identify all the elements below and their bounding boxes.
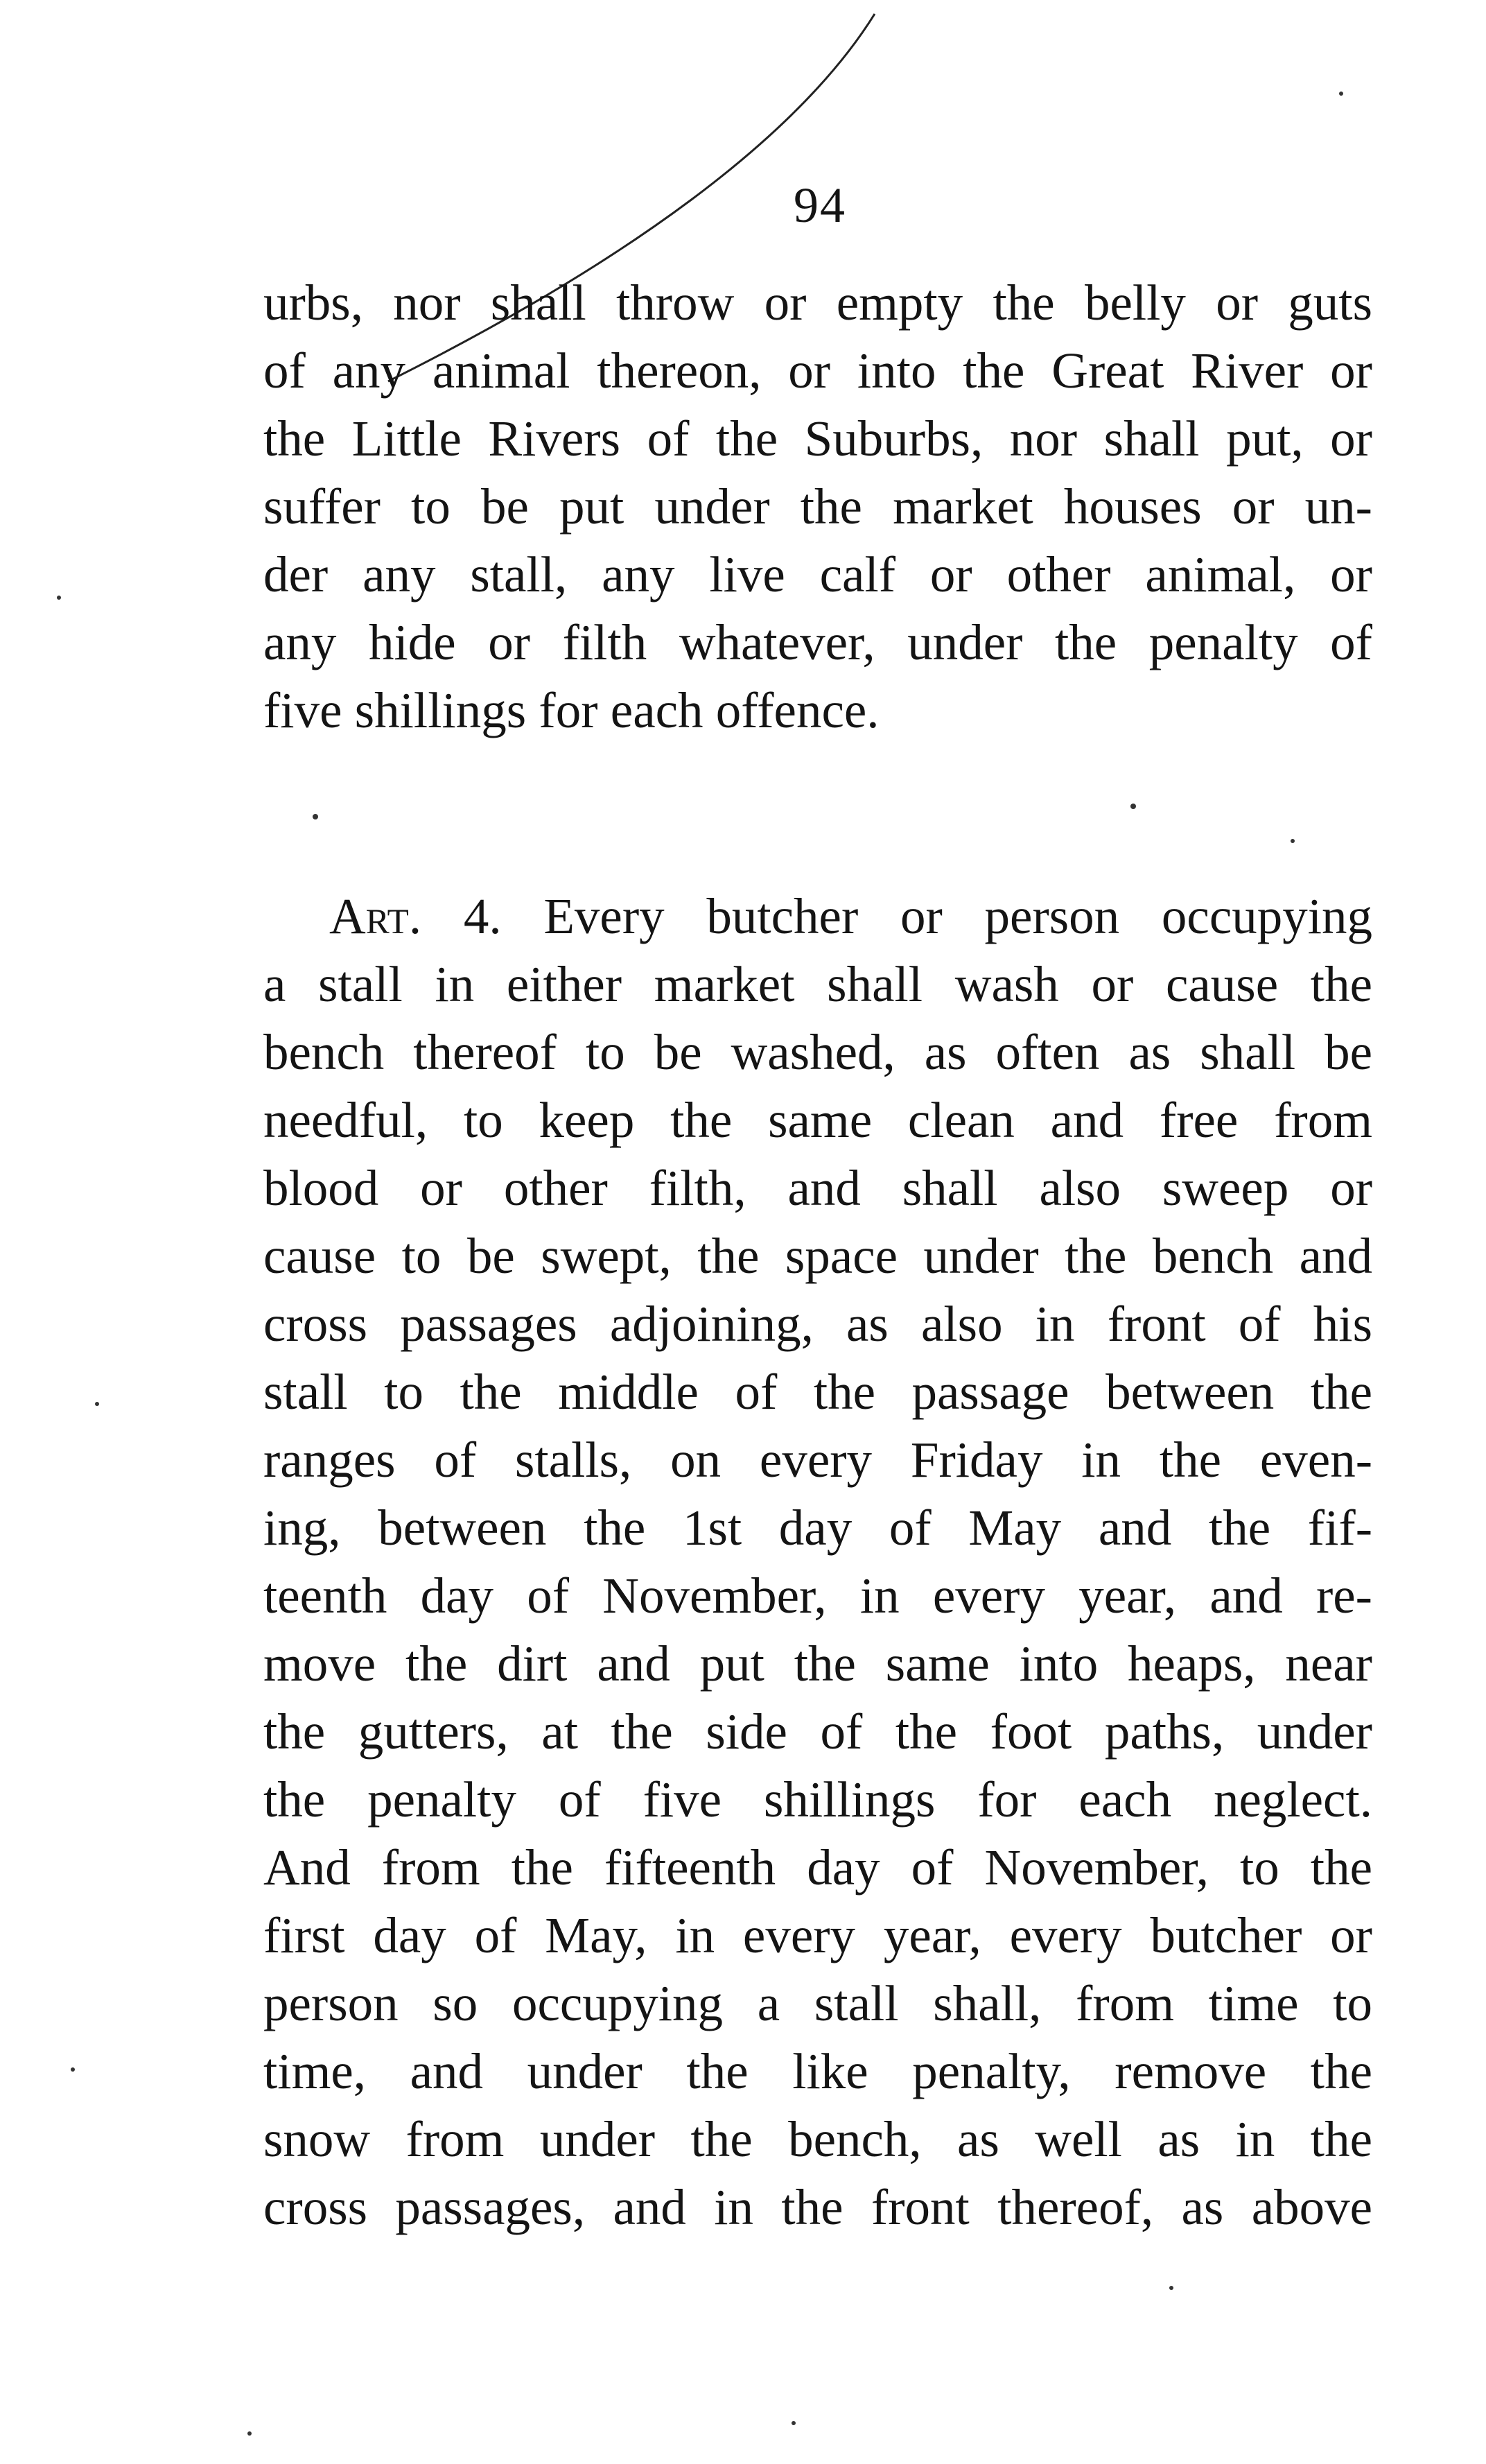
article-first-line-text: Every butcher or person occupying bbox=[543, 888, 1373, 944]
text-line: suffer to be put under the market houses or un- bbox=[263, 478, 1372, 535]
text-line: urbs, nor shall throw or empty the belly or guts bbox=[263, 275, 1372, 331]
text-line: person so occupying a stall shall, from time to bbox=[263, 1975, 1372, 2031]
text-line: the Little Rivers of the Suburbs, nor shall put, or bbox=[263, 410, 1372, 467]
text-line: a stall in either market shall wash or cause the bbox=[263, 956, 1372, 1012]
text-line: And from the fifteenth day of November, to the bbox=[263, 1839, 1372, 1895]
paragraph-continued bbox=[263, 269, 1372, 745]
text-line: five shillings for each offence. bbox=[263, 682, 880, 738]
text-line: any hide or filth whatever, under the penalty of bbox=[263, 614, 1372, 670]
text-line: time, and under the like penalty, remove the bbox=[263, 2043, 1372, 2099]
article-label: Art. 4. bbox=[329, 888, 502, 944]
text-line: ing, between the 1st day of May and the fif- bbox=[263, 1500, 1372, 1556]
text-line: needful, to keep the same clean and free from bbox=[263, 1092, 1372, 1148]
text-line: of any animal thereon, or into the Great River or bbox=[263, 342, 1372, 399]
text-line: snow from under the bench, as well as in the bbox=[263, 2111, 1372, 2167]
text-line: der any stall, any live calf or other animal, or bbox=[263, 546, 1372, 602]
text-line: blood or other filth, and shall also sweep or bbox=[263, 1160, 1372, 1216]
text-line: first day of May, in every year, every butcher or bbox=[263, 1907, 1372, 1963]
text-line: stall to the middle of the passage between the bbox=[263, 1364, 1372, 1420]
text-line: move the dirt and put the same into heaps, near bbox=[263, 1636, 1372, 1692]
text-line: the penalty of five shillings for each neglect. bbox=[263, 1771, 1372, 1828]
text-line: cause to be swept, the space under the bench and bbox=[263, 1228, 1372, 1284]
article-4-paragraph bbox=[263, 883, 1372, 2241]
text-line bbox=[263, 883, 1372, 951]
text-line: ranges of stalls, on every Friday in the even- bbox=[263, 1432, 1372, 1488]
text-line: cross passages adjoining, as also in front of his bbox=[263, 1296, 1372, 1352]
text-line: bench thereof to be washed, as often as shall be bbox=[263, 1024, 1372, 1080]
text-line: cross passages, and in the front thereof, as above bbox=[263, 2179, 1372, 2235]
page-number: 94 bbox=[794, 177, 846, 233]
text-line: the gutters, at the side of the foot paths, under bbox=[263, 1703, 1372, 1760]
text-line: teenth day of November, in every year, and re- bbox=[263, 1568, 1372, 1624]
